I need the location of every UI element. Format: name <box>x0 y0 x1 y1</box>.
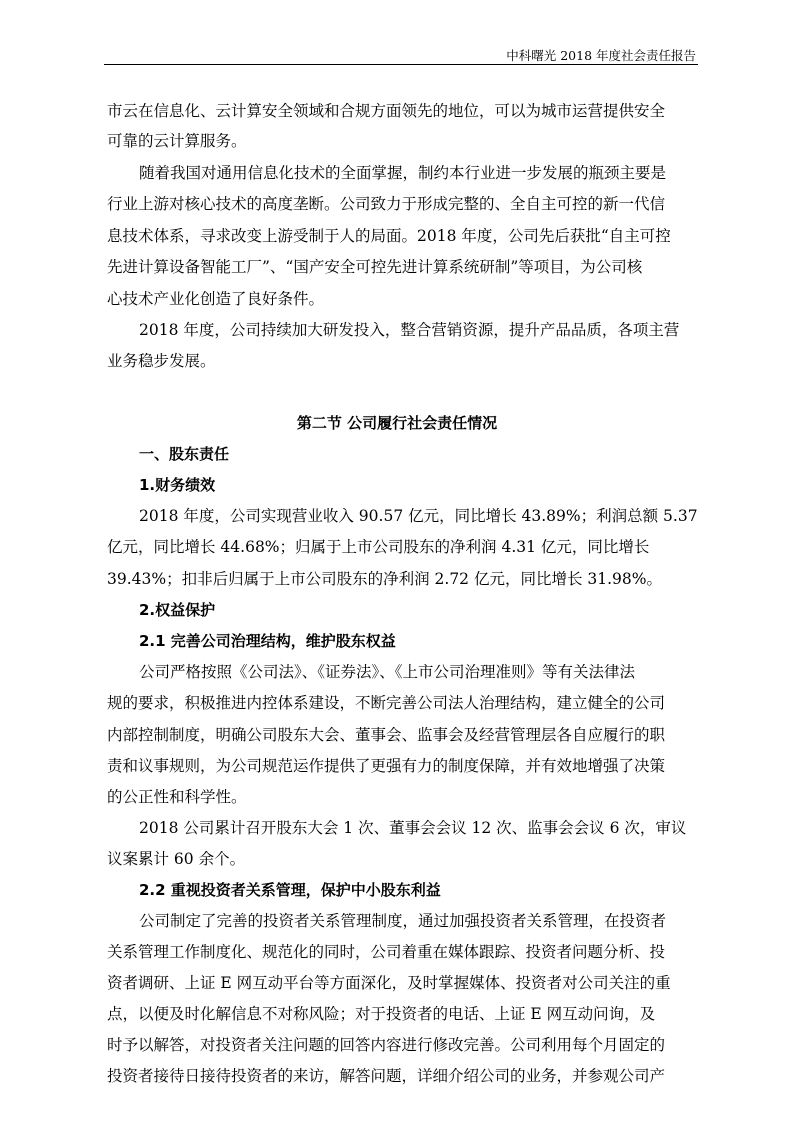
body-line: 随着我国对通用信息化技术的全面掌握，制约本行业进一步发展的瓶颈主要是 <box>139 164 667 182</box>
body-line: 先进计算设备智能工厂”、“国产安全可控先进计算系统研制”等项目，为公司核 <box>107 258 643 276</box>
body-line: 心技术产业化创造了良好条件。 <box>107 290 325 308</box>
body-line: 2018 年度，公司实现营业收入 90.57 亿元，同比增长 43.89%；利润总额 5.37 <box>139 507 698 525</box>
body-line: 议案累计 60 余个。 <box>107 850 246 868</box>
body-line: 资者调研、上证 E 网互动平台等方面深化，及时掌握媒体、投资者对公司关注的重 <box>107 974 671 992</box>
page-header <box>104 42 698 65</box>
heading-investor-relations: 2.2 重视投资者关系管理，保护中小股东利益 <box>139 881 441 899</box>
header-title: 中科曙光 2018 年度社会责任报告 <box>506 48 696 63</box>
heading-rights-protection: 2.权益保护 <box>139 601 216 619</box>
body-line: 规的要求，积极推进内控体系建设，不断完善公司法人治理结构，建立健全的公司 <box>107 694 666 712</box>
body-line: 2018 年度，公司持续加大研发投入，整合营销资源，提升产品品质，各项主营 <box>139 321 680 339</box>
heading-governance: 2.1 完善公司治理结构，维护股东权益 <box>139 632 396 650</box>
body-line: 责和议事规则，为公司规范运作提供了更强有力的制度保障，并有效地增强了决策 <box>107 757 666 775</box>
body-line: 时予以解答，对投资者关注问题的回答内容进行修改完善。公司利用每个月固定的 <box>107 1036 666 1054</box>
body-line: 业务稳步发展。 <box>107 352 216 370</box>
body-line: 公司严格按照《公司法》、《证券法》、《上市公司治理准则》等有关法律法 <box>139 663 636 681</box>
body-line: 息技术体系，寻求改变上游受制于人的局面。2018 年度，公司先后获批“自主可控 <box>107 227 671 245</box>
heading-financial-performance: 1.财务绩效 <box>139 476 216 494</box>
body-line: 的公正性和科学性。 <box>107 788 247 806</box>
body-line: 投资者接待日接待投资者的来访，解答问题，详细介绍公司的业务，并参观公司产 <box>107 1067 666 1085</box>
body-line: 市云在信息化、云计算安全领域和合规方面领先的地位，可以为城市运营提供安全 <box>107 102 666 120</box>
body-line: 可靠的云计算服务。 <box>107 132 247 150</box>
section-title: 第二节 公司履行社会责任情况 <box>296 414 498 432</box>
body-line: 点，以便及时化解信息不对称风险；对于投资者的电话、上证 E 网互动问询，及 <box>107 1005 656 1023</box>
body-line: 39.43%；扣非后归属于上市公司股东的净利润 2.72 亿元，同比增长 31.98%。 <box>107 570 662 588</box>
body-line: 关系管理工作制度化、规范化的同时，公司着重在媒体跟踪、投资者问题分析、投 <box>107 943 666 961</box>
body-line: 2018 公司累计召开股东大会 1 次、董事会会议 12 次、监事会会议 6 次，审议 <box>139 819 687 837</box>
body-line: 亿元，同比增长 44.68%；归属于上市公司股东的净利润 4.31 亿元，同比增长 <box>107 538 650 556</box>
body-line: 行业上游对核心技术的高度垄断。公司致力于形成完整的、全自主可控的新一代信 <box>107 195 666 213</box>
heading-shareholder-responsibility: 一、股东责任 <box>139 445 230 463</box>
body-line: 内部控制制度，明确公司股东大会、董事会、监事会及经营管理层各自应履行的职 <box>107 726 666 744</box>
body-line: 公司制定了完善的投资者关系管理制度，通过加强投资者关系管理，在投资者 <box>139 912 667 930</box>
